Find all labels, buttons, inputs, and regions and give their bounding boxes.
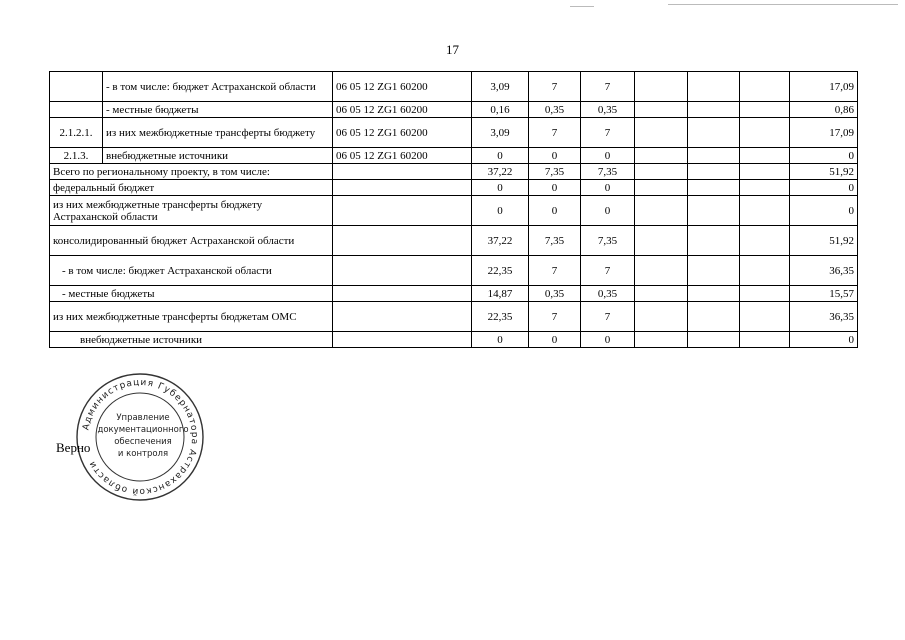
value-cell (635, 72, 688, 102)
value-cell: 0 (581, 180, 635, 196)
row-name: из них межбюджетные трансферты бюджету (103, 118, 333, 148)
summary-name: - в том числе: бюджет Астраханской области (50, 256, 333, 286)
total-cell: 0,86 (790, 102, 858, 118)
total-cell: 17,09 (790, 118, 858, 148)
budget-code (333, 196, 472, 226)
table-row (50, 72, 858, 102)
row-name: - местные бюджеты (103, 102, 333, 118)
value-cell (740, 72, 790, 102)
summary-row (50, 180, 858, 196)
value-cell: 0 (581, 196, 635, 226)
value-cell: 0 (581, 148, 635, 164)
value-cell (740, 180, 790, 196)
value-cell: 7 (529, 302, 581, 332)
table-row (50, 102, 858, 118)
summary-name: внебюджетные источники (50, 332, 333, 348)
value-cell (740, 286, 790, 302)
value-cell: 0 (472, 332, 529, 348)
value-cell (635, 286, 688, 302)
budget-code: 06 05 12 ZG1 60200 (333, 102, 472, 118)
scan-artifact-line (570, 6, 594, 7)
total-cell: 51,92 (790, 226, 858, 256)
total-cell: 0 (790, 332, 858, 348)
value-cell (740, 256, 790, 286)
value-cell (740, 302, 790, 332)
stamp-line: документационного (97, 425, 189, 435)
value-cell: 7 (529, 118, 581, 148)
value-cell (635, 256, 688, 286)
value-cell: 7 (581, 256, 635, 286)
value-cell: 22,35 (472, 302, 529, 332)
value-cell (688, 148, 740, 164)
value-cell (635, 118, 688, 148)
summary-row (50, 302, 858, 332)
value-cell: 37,22 (472, 226, 529, 256)
stamp-line: обеспечения (114, 437, 172, 447)
summary-row (50, 286, 858, 302)
budget-code (333, 332, 472, 348)
summary-row (50, 256, 858, 286)
value-cell: 7,35 (581, 226, 635, 256)
value-cell: 0 (472, 180, 529, 196)
value-cell: 0 (529, 180, 581, 196)
verno-note: Верно (56, 440, 91, 455)
value-cell: 3,09 (472, 72, 529, 102)
budget-code (333, 180, 472, 196)
value-cell (688, 102, 740, 118)
table-row (50, 148, 858, 164)
official-stamp (75, 372, 205, 502)
value-cell: 0,35 (581, 102, 635, 118)
value-cell (688, 118, 740, 148)
value-cell: 7 (581, 72, 635, 102)
value-cell: 22,35 (472, 256, 529, 286)
budget-code: 06 05 12 ZG1 60200 (333, 148, 472, 164)
value-cell (688, 164, 740, 180)
value-cell (688, 256, 740, 286)
summary-name: Всего по региональному проекту, в том числе: (50, 164, 333, 180)
value-cell: 0,16 (472, 102, 529, 118)
total-cell: 15,57 (790, 286, 858, 302)
summary-name: федеральный бюджет (50, 180, 333, 196)
value-cell (740, 148, 790, 164)
budget-table (49, 71, 858, 348)
value-cell (635, 196, 688, 226)
value-cell: 0 (581, 332, 635, 348)
row-index: 2.1.2.1. (50, 118, 103, 148)
value-cell: 0 (529, 148, 581, 164)
value-cell (740, 164, 790, 180)
total-cell: 0 (790, 196, 858, 226)
stamp-line: Управление (116, 413, 170, 423)
summary-row (50, 226, 858, 256)
value-cell: 0 (472, 196, 529, 226)
value-cell (635, 226, 688, 256)
summary-row (50, 164, 858, 180)
value-cell (688, 332, 740, 348)
page-number: 17 (446, 42, 459, 57)
total-cell: 51,92 (790, 164, 858, 180)
value-cell (740, 196, 790, 226)
value-cell (688, 180, 740, 196)
summary-name: консолидированный бюджет Астраханской области (50, 226, 333, 256)
value-cell: 0,35 (529, 286, 581, 302)
row-name: внебюджетные источники (103, 148, 333, 164)
value-cell: 7,35 (529, 164, 581, 180)
value-cell (740, 118, 790, 148)
value-cell (740, 226, 790, 256)
scan-artifact-line (668, 4, 898, 5)
value-cell: 3,09 (472, 118, 529, 148)
value-cell (635, 332, 688, 348)
row-index: 2.1.3. (50, 148, 103, 164)
summary-row (50, 196, 858, 226)
summary-name: - местные бюджеты (50, 286, 333, 302)
stamp-ring-text: Администрация Губернатора Астраханской области (81, 377, 200, 497)
value-cell: 7 (581, 118, 635, 148)
value-cell: 0 (472, 148, 529, 164)
value-cell: 7 (529, 72, 581, 102)
value-cell (688, 302, 740, 332)
value-cell: 7 (581, 302, 635, 332)
budget-code: 06 05 12 ZG1 60200 (333, 72, 472, 102)
total-cell: 17,09 (790, 72, 858, 102)
value-cell: 7,35 (529, 226, 581, 256)
row-index (50, 102, 103, 118)
budget-code (333, 256, 472, 286)
budget-code: 06 05 12 ZG1 60200 (333, 118, 472, 148)
value-cell: 0,35 (529, 102, 581, 118)
budget-code (333, 226, 472, 256)
budget-code (333, 164, 472, 180)
value-cell: 0,35 (581, 286, 635, 302)
value-cell (688, 286, 740, 302)
value-cell: 7,35 (581, 164, 635, 180)
value-cell: 7 (529, 256, 581, 286)
value-cell (635, 180, 688, 196)
value-cell (635, 148, 688, 164)
value-cell (688, 196, 740, 226)
value-cell (635, 102, 688, 118)
summary-row (50, 332, 858, 348)
table-row (50, 118, 858, 148)
row-name: - в том числе: бюджет Астраханской области (103, 72, 333, 102)
value-cell (635, 164, 688, 180)
stamp-line: и контроля (117, 449, 169, 459)
value-cell (688, 72, 740, 102)
row-index (50, 72, 103, 102)
total-cell: 36,35 (790, 302, 858, 332)
summary-name: из них межбюджетные трансферты бюджетам ОМС (50, 302, 333, 332)
total-cell: 0 (790, 148, 858, 164)
total-cell: 36,35 (790, 256, 858, 286)
summary-name: из них межбюджетные трансферты бюджету Астраханской области (50, 196, 333, 226)
value-cell (688, 226, 740, 256)
value-cell (740, 102, 790, 118)
value-cell: 0 (529, 196, 581, 226)
value-cell (740, 332, 790, 348)
value-cell (635, 302, 688, 332)
value-cell: 37,22 (472, 164, 529, 180)
budget-code (333, 302, 472, 332)
total-cell: 0 (790, 180, 858, 196)
value-cell: 0 (529, 332, 581, 348)
value-cell: 14,87 (472, 286, 529, 302)
budget-code (333, 286, 472, 302)
